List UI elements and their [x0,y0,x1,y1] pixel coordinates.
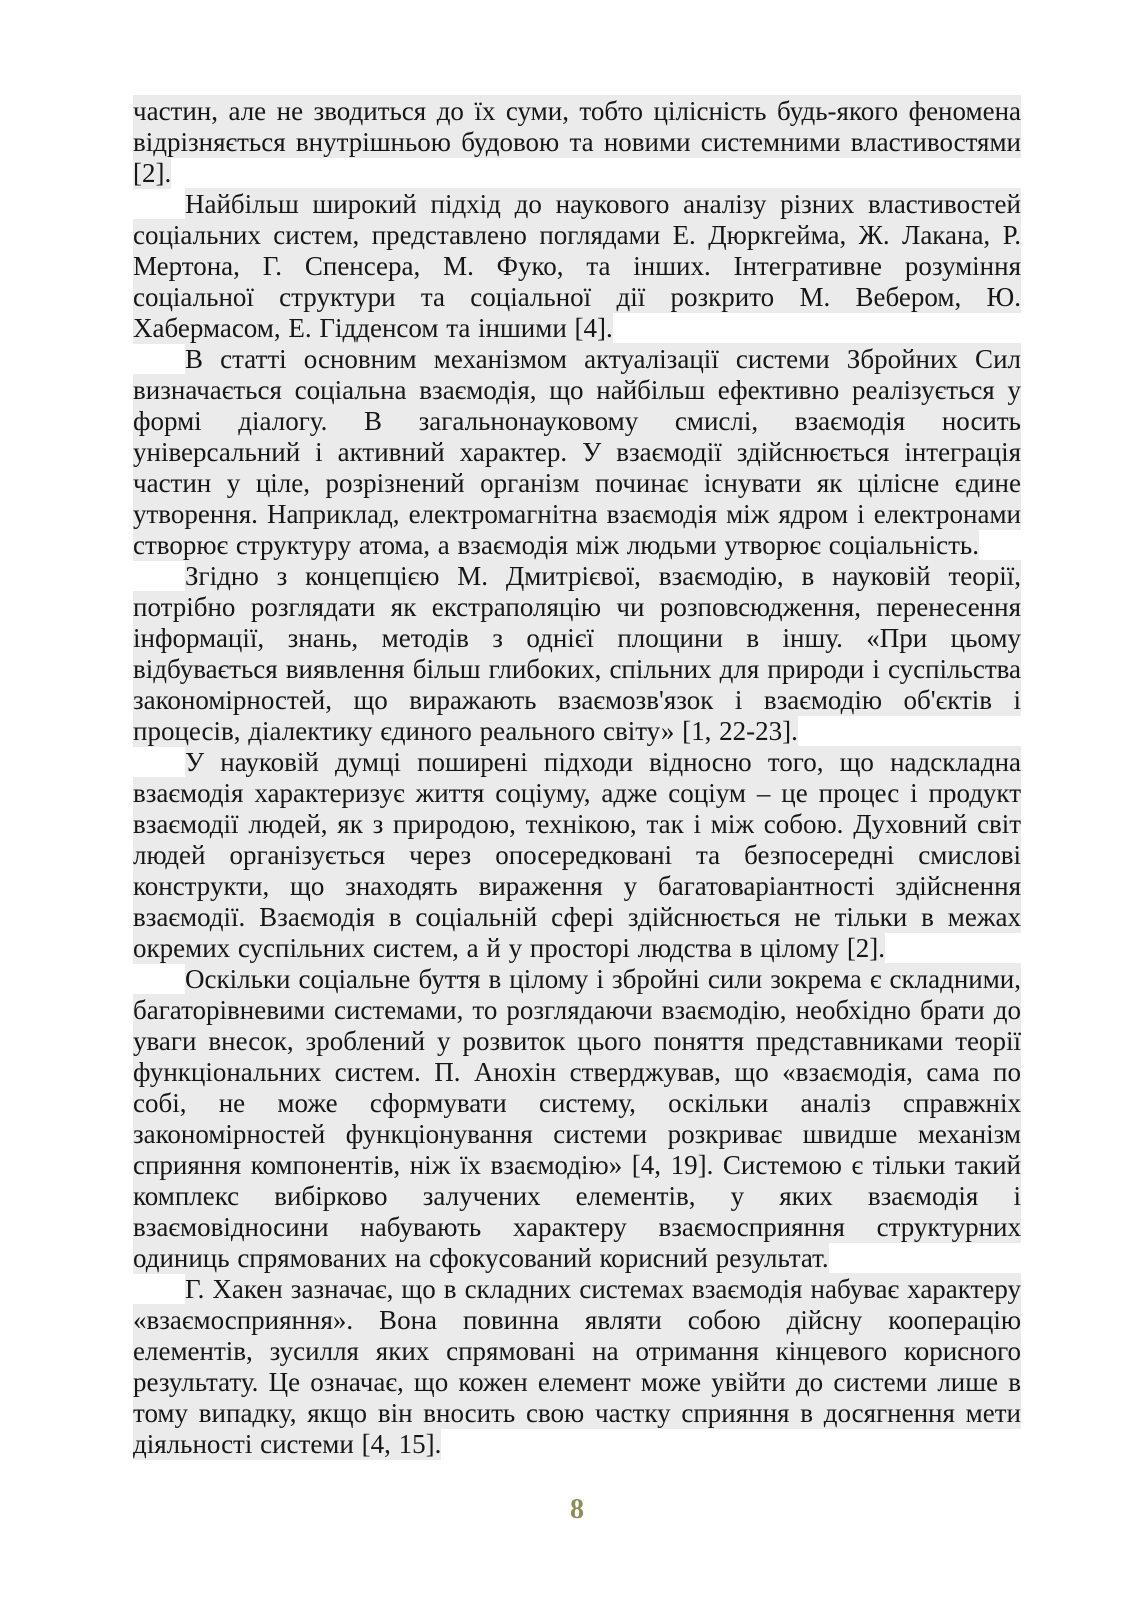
paragraph-text: Найбільш широкий підхід до наукового аналізу різних властивостей соціальних систем, представлено поглядами Е. Дюркгейма, Ж. Лакана, Р. Мертона, Г. Спенсера, М. Фуко, та інших. Інтегративне розуміння соціальної структури та соціальної дії розкрито М. Вебером, Ю. Хабермасом, Е. Гідденсом та іншими [4]. [133,189,1021,343]
paragraph [133,561,1021,747]
paragraph-text: В статті основним механізмом актуалізації системи Збройних Сил визначається соціальна взаємодія, що найбільш ефективно реалізується у формі діалогу. В загальнонауковому смислі, взаємодія носить універсальний і активний характер. У взаємодії здійснюється інтеграція частин у ціле, розрізнений організм починає існувати як цілісне єдине утворення. Наприклад, електромагнітна взаємодія між ядром і електронами створює структуру атома, а взаємодія між людьми утворює соціальність. [133,344,1021,560]
paragraph-text: Оскільки соціальне буття в цілому і збройні сили зокрема є складними, багаторівневими системами, то розглядаючи взаємодію, необхідно брати до уваги внесок, зроблений у розвиток цього поняття представниками теорії функціональних систем. П. Анохін стверджував, що «взаємодія, сама по собі, не може сформувати систему, оскільки аналіз справжніх закономірностей функціонування системи розкриває швидше механізм сприяння компонентів, ніж їх взаємодію» [4, 19]. Системою є тільки такий комплекс вибірково залучених елементів, у яких взаємодія і взаємовідносини набувають характеру взаємосприяння структурних одиниць спрямованих на сфокусований корисний результат. [133,964,1021,1273]
text-block [133,96,1021,1460]
paragraph-text: частин, але не зводиться до їх суми, тобто цілісність будь-якого феномена відрізняється внутрішньою будовою та новими системними властивостями [2]. [133,96,1021,188]
paragraph [133,96,1021,189]
paragraph [133,344,1021,561]
paragraph-text: Згідно з концепцією М. Дмитрієвої, взаємодію, в науковій теорії, потрібно розглядати як екстраполяцію чи розповсюдження, перенесення інформації, знань, методів з однієї площини в іншу. «При цьому відбувається виявлення більш глибоких, спільних для природи і суспільства закономірностей, що виражають взаємозв'язок і взаємодію об'єктів і процесів, діалектику єдиного реального світу» [1, 22-23]. [133,561,1021,746]
paragraph-text: У науковій думці поширені підходи відносно того, що надскладна взаємодія характеризує життя соціуму, адже соціум – це процес і продукт взаємодії людей, як з природою, технікою, так і між собою. Духовний світ людей організується через опосередковані та безпосередні смислові конструкти, що знаходять вираження у багатоваріантності здійснення взаємодії. Взаємодія в соціальній сфері здійснюється не тільки в межах окремих суспільних систем, а й у просторі людства в цілому [2]. [133,747,1021,963]
paragraph [133,747,1021,964]
page-number: 8 [570,1494,584,1525]
paragraph [133,964,1021,1274]
paragraph [133,1274,1021,1460]
paragraph [133,189,1021,344]
paragraph-text: Г. Хакен зазначає, що в складних системах взаємодія набуває характеру «взаємосприяння». Вона повинна являти собою дійсну кооперацію елементів, зусилля яких спрямовані на отримання кінцевого корисного результату. Це означає, що кожен елемент може увійти до системи лише в тому випадку, якщо він вносить свою частку сприяння в досягнення мети діяльності системи [4, 15]. [133,1274,1021,1459]
